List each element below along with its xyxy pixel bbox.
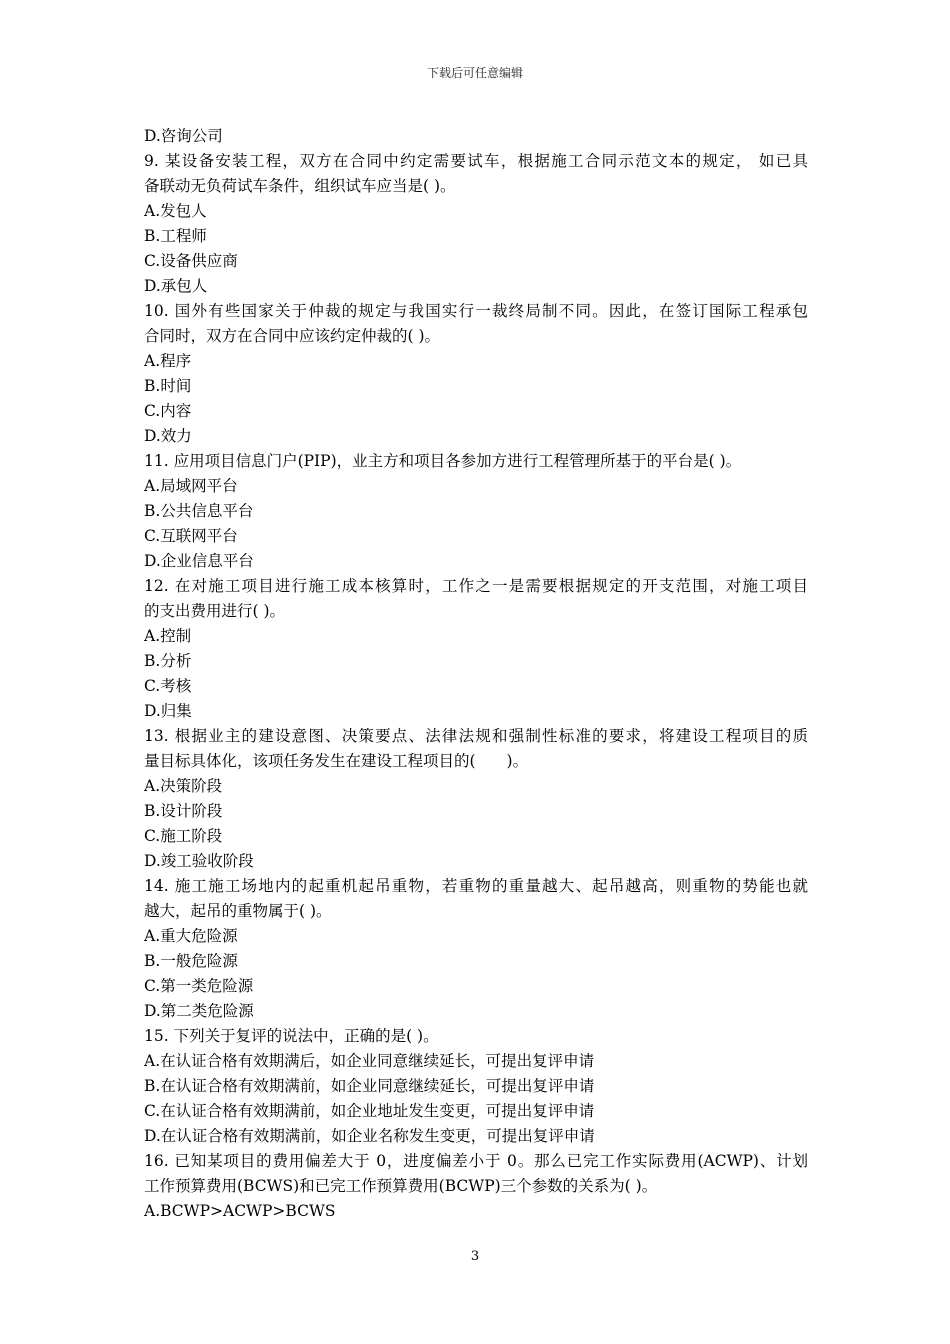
text-line: 13. 根据业主的建设意图、决策要点、法律法规和强制性标准的要求，将建设工程项目的质	[144, 727, 808, 745]
text-line: B.工程师	[144, 227, 207, 245]
text-line: 的支出费用进行( )。	[144, 602, 286, 620]
text-line: D.企业信息平台	[144, 552, 254, 570]
text-line: A.发包人	[144, 202, 207, 220]
text-line: A.程序	[144, 352, 192, 370]
text-line: C.在认证合格有效期满前，如企业地址发生变更，可提出复评申请	[144, 1102, 595, 1120]
text-line: C.施工阶段	[144, 827, 223, 845]
text-line: 工作预算费用(BCWS)和已完工作预算费用(BCWP)三个参数的关系为( )。	[144, 1177, 658, 1195]
page-number: 3	[470, 1249, 480, 1264]
text-line: A.决策阶段	[144, 777, 223, 795]
text-line: D.竣工验收阶段	[144, 852, 254, 870]
text-line: A.重大危险源	[144, 927, 238, 945]
text-line: B.分析	[144, 652, 192, 670]
text-line: C.第一类危险源	[144, 977, 254, 995]
text-line: D.承包人	[144, 277, 208, 295]
text-line: 12. 在对施工项目进行施工成本核算时，工作之一是需要根据规定的开支范围，对施工项目	[144, 577, 808, 595]
text-line: D.在认证合格有效期满前，如企业名称发生变更，可提出复评申请	[144, 1127, 595, 1145]
text-line: C.互联网平台	[144, 527, 238, 545]
text-line: D.咨询公司	[144, 127, 223, 145]
text-line: 10. 国外有些国家关于仲裁的规定与我国实行一裁终局制不同。因此，在签订国际工程承包	[144, 302, 808, 320]
text-line: 量目标具体化，该项任务发生在建设工程项目的( )。	[144, 752, 529, 770]
text-line: 越大，起吊的重物属于( )。	[144, 902, 332, 920]
text-line: 16. 已知某项目的费用偏差大于 0，进度偏差小于 0。那么已完工作实际费用(ACWP)、计划	[144, 1152, 808, 1170]
text-line: C.考核	[144, 677, 192, 695]
text-line: A.在认证合格有效期满后，如企业同意继续延长，可提出复评申请	[144, 1052, 595, 1070]
text-line: B.一般危险源	[144, 952, 238, 970]
text-line: 合同时，双方在合同中应该约定仲裁的( )。	[144, 327, 441, 345]
text-line: C.内容	[144, 402, 192, 420]
text-line: 9. 某设备安装工程，双方在合同中约定需要试车，根据施工合同示范文本的规定， 如已具	[144, 152, 808, 170]
text-line: D.第二类危险源	[144, 1002, 254, 1020]
text-line: B.时间	[144, 377, 192, 395]
text-line: B.在认证合格有效期满前，如企业同意继续延长，可提出复评申请	[144, 1077, 595, 1095]
document-body	[144, 124, 808, 1224]
text-line: D.归集	[144, 702, 192, 720]
text-line: A.控制	[144, 627, 192, 645]
text-line: A.BCWP>ACWP>BCWS	[144, 1202, 336, 1220]
text-line: 14. 施工施工场地内的起重机起吊重物，若重物的重量越大、起吊越高，则重物的势能也就	[144, 877, 808, 895]
text-line: D.效力	[144, 427, 192, 445]
page-header: 下载后可任意编辑	[426, 66, 523, 80]
text-line: B.公共信息平台	[144, 502, 254, 520]
text-line: 15. 下列关于复评的说法中，正确的是( )。	[144, 1027, 439, 1045]
text-line: C.设备供应商	[144, 252, 238, 270]
text-line: A.局域网平台	[144, 477, 238, 495]
text-line: 11. 应用项目信息门户(PIP)，业主方和项目各参加方进行工程管理所基于的平台是( )。	[144, 452, 742, 470]
text-line: 备联动无负荷试车条件，组织试车应当是( )。	[144, 177, 456, 195]
text-line: B.设计阶段	[144, 802, 223, 820]
